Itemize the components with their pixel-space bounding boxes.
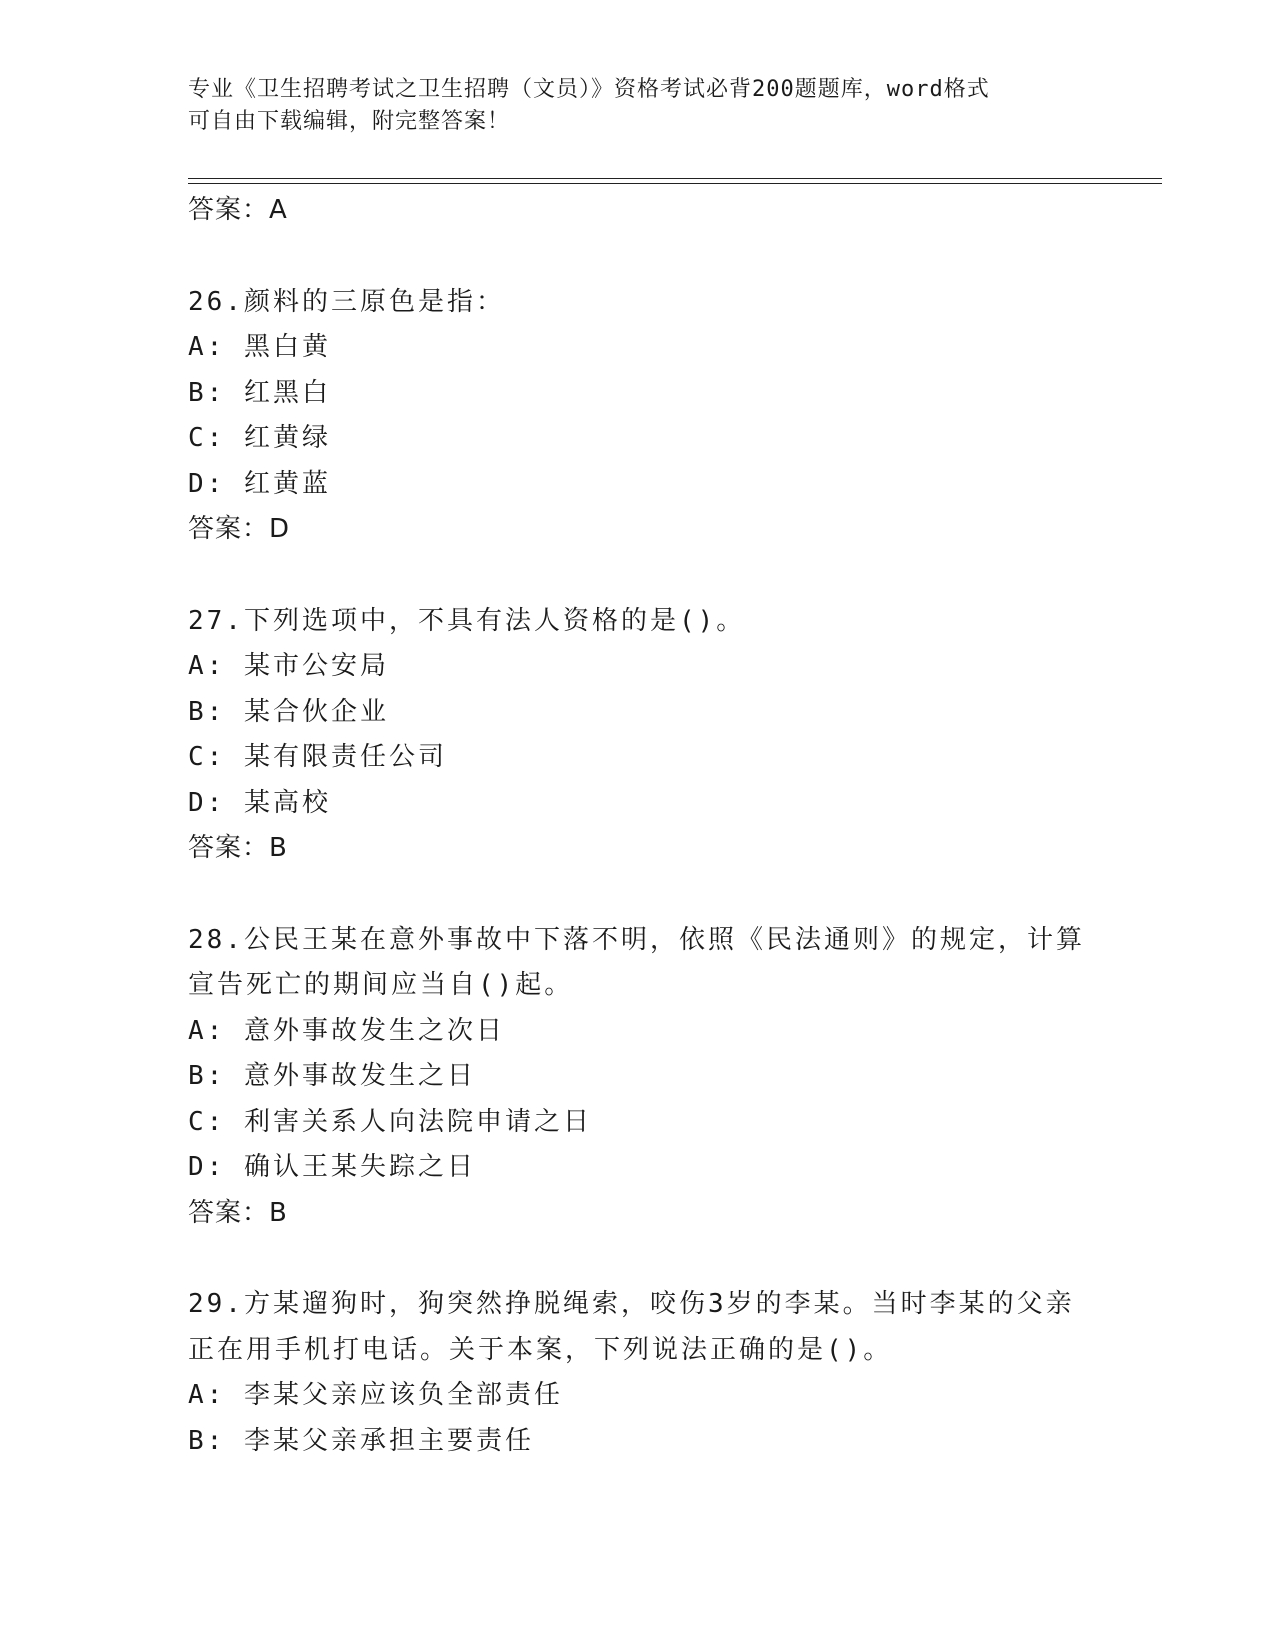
option-b: B: 红黑白 <box>188 377 331 408</box>
option-d: D: 红黄蓝 <box>188 468 331 499</box>
option-b: B: 李某父亲承担主要责任 <box>188 1425 534 1456</box>
option-a: A: 某市公安局 <box>188 651 389 681</box>
option-d: D: 某高校 <box>188 787 331 818</box>
question-text-line-2: 正在用手机打电话。关于本案，下列说法正确的是()。 <box>188 1334 893 1365</box>
question-list <box>188 188 1088 1464</box>
answer: 答案：B <box>188 833 288 863</box>
question-text: 26.颜料的三原色是指： <box>188 286 505 317</box>
spacer <box>188 872 1088 918</box>
option-a: A: 黑白黄 <box>188 332 331 362</box>
question-text-line-1: 29.方某遛狗时，狗突然挣脱绳索，咬伤3岁的李某。当时李某的父亲 <box>188 1289 1075 1319</box>
option-a: A: 意外事故发生之次日 <box>188 1015 505 1046</box>
question-27 <box>188 599 1088 872</box>
option-c: C: 利害关系人向法院申请之日 <box>188 1106 592 1137</box>
header-divider-bottom <box>188 183 1162 184</box>
header-divider-top <box>188 178 1162 179</box>
spacer <box>188 553 1088 599</box>
option-b: B: 某合伙企业 <box>188 696 389 727</box>
question-text-line-2: 宣告死亡的期间应当自()起。 <box>188 970 574 1000</box>
question-text: 27.下列选项中，不具有法人资格的是()。 <box>188 605 746 636</box>
option-c: C: 红黄绿 <box>188 423 331 453</box>
option-d: D: 确认王某失踪之日 <box>188 1152 476 1182</box>
option-b: B: 意外事故发生之日 <box>188 1061 476 1091</box>
header-title-line-1: 专业《卫生招聘考试之卫生招聘（文员）》资格考试必背200题题库，word格式 <box>188 77 990 102</box>
spacer <box>188 234 1088 280</box>
previous-answer: 答案：A <box>188 195 288 225</box>
question-28 <box>188 918 1088 1237</box>
question-26 <box>188 280 1088 553</box>
answer: 答案：B <box>188 1197 288 1228</box>
option-a: A: 李某父亲应该负全部责任 <box>188 1380 563 1410</box>
document-header <box>188 74 1068 138</box>
spacer <box>188 1236 1088 1282</box>
header-title-line-2: 可自由下载编辑，附完整答案！ <box>188 109 511 134</box>
question-29 <box>188 1282 1088 1464</box>
option-c: C: 某有限责任公司 <box>188 742 447 772</box>
question-text-line-1: 28.公民王某在意外事故中下落不明，依照《民法通则》的规定，计算 <box>188 924 1085 955</box>
answer: 答案：D <box>188 514 291 544</box>
